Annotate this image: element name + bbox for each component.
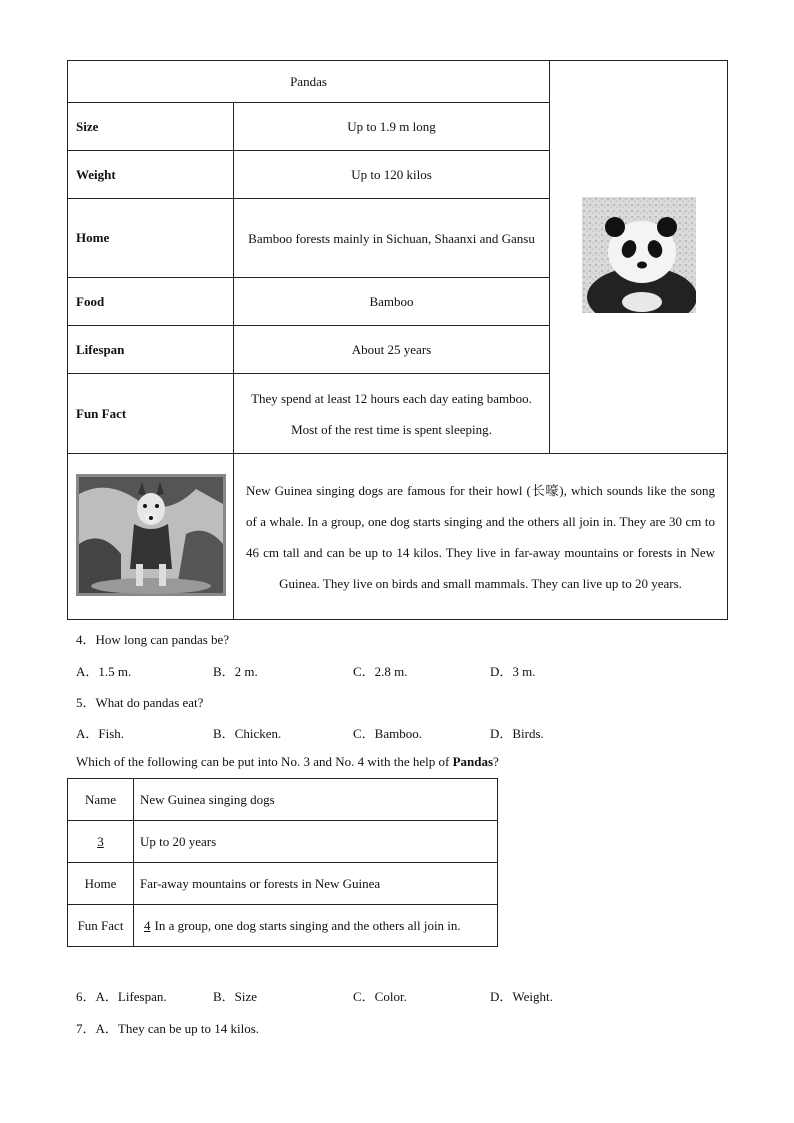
panda-photo <box>582 197 696 313</box>
size-value: Up to 1.9 m long <box>234 103 550 151</box>
funfact-dog-label: Fun Fact <box>68 905 134 947</box>
dog-photo-cell <box>68 454 234 620</box>
blank-3-cell <box>68 821 134 863</box>
q4-option-a[interactable]: A．1.5 m. <box>76 664 132 679</box>
q6-option-a[interactable]: 6．A．Lifespan. <box>76 989 167 1004</box>
instruction-prefix: Which of the following can be put into No. 3 and No. 4 with the help of <box>76 754 453 769</box>
q5-option-c[interactable]: C．Bamboo. <box>353 726 422 741</box>
question-5: 5．What do pandas eat? <box>76 695 204 710</box>
q4-option-d[interactable]: D．3 m. <box>490 664 536 679</box>
dog-photo <box>76 474 226 596</box>
q7-option-a[interactable]: 7．A．They can be up to 14 kilos. <box>76 1021 260 1036</box>
q6-option-d[interactable]: D．Weight. <box>490 989 553 1004</box>
funfact-dog-value: In a group, one dog starts singing and the others all join in. <box>154 917 461 933</box>
instruction-suffix: ? <box>493 754 499 769</box>
home-dog-label: Home <box>68 863 134 905</box>
blank-3: 3 <box>97 833 104 849</box>
name-label: Name <box>68 779 134 821</box>
home-label: Home <box>68 199 234 278</box>
home-value: Bamboo forests mainly in Sichuan, Shaanxi and Gansu <box>234 199 550 278</box>
dog-description: New Guinea singing dogs are famous for their howl (长嚎), which sounds like the song of a whale. In a group, one dog starts singing and the others all join in. They are 30 cm to 46 cm tall and can be up to 14 kilos. They live in far-away mountains or forests in New Guinea. They live on birds and small mammals. They can live up to 20 years. <box>234 454 728 620</box>
blank-4: 4 <box>144 917 151 933</box>
q4-option-b[interactable]: B．2 m. <box>213 664 258 679</box>
panda-photo-cell <box>550 61 728 454</box>
food-label: Food <box>68 278 234 326</box>
instruction-bold: Pandas <box>452 754 494 769</box>
pandas-info-table <box>67 60 728 620</box>
q4-option-c[interactable]: C．2.8 m. <box>353 664 408 679</box>
q5-option-a[interactable]: A．Fish. <box>76 726 125 741</box>
food-value: Bamboo <box>234 278 550 326</box>
q6-option-c[interactable]: C．Color. <box>353 989 407 1004</box>
dog-summary-table <box>67 778 498 947</box>
instruction <box>76 754 499 770</box>
home-dog-value: Far-away mountains or forests in New Guinea <box>134 863 498 905</box>
size-label: Size <box>68 103 234 151</box>
weight-label: Weight <box>68 151 234 199</box>
lifespan-dog-value: Up to 20 years <box>134 821 498 863</box>
q6-option-b[interactable]: B．Size <box>213 989 258 1004</box>
funfact-label: Fun Fact <box>68 374 234 454</box>
funfact-dog-cell <box>134 905 498 947</box>
pandas-title: Pandas <box>68 61 550 103</box>
q5-option-d[interactable]: D．Birds. <box>490 726 544 741</box>
question-4: 4．How long can pandas be? <box>76 632 230 647</box>
name-value: New Guinea singing dogs <box>134 779 498 821</box>
q5-option-b[interactable]: B．Chicken. <box>213 726 282 741</box>
lifespan-value: About 25 years <box>234 326 550 374</box>
weight-value: Up to 120 kilos <box>234 151 550 199</box>
funfact-value: They spend at least 12 hours each day eating bamboo. Most of the rest time is spent sleeping. <box>234 374 550 454</box>
lifespan-label: Lifespan <box>68 326 234 374</box>
